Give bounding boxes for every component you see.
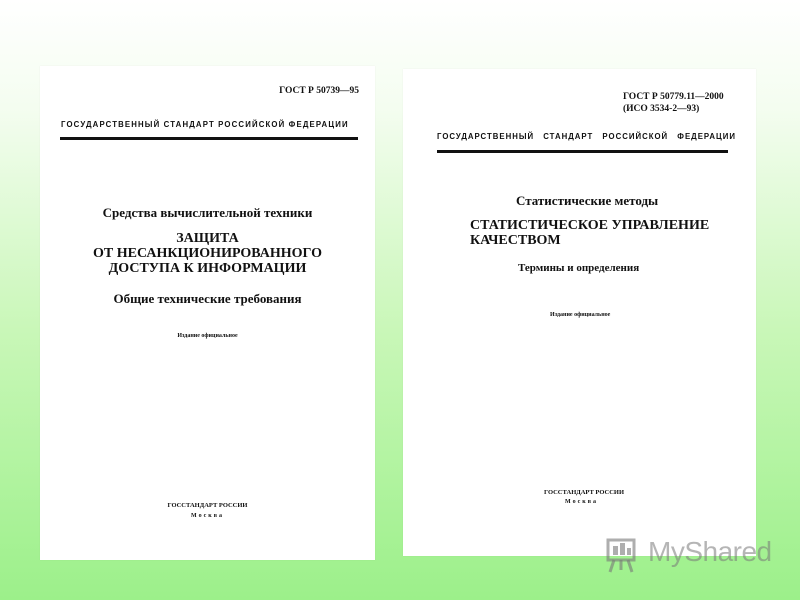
document-code: ГОСТ Р 50739—95 <box>279 86 359 96</box>
state-standard-heading: ГОСУДАРСТВЕННЫЙ СТАНДАРТ РОССИЙСКОЙ ФЕДЕРАЦИИ <box>437 132 736 141</box>
code-line-iso: (ИСО 3534-2—93) <box>623 104 700 114</box>
publisher: ГОССТАНДАРТ РОССИИ <box>167 502 248 509</box>
document-title <box>470 218 709 248</box>
document-subject: Средства вычислительной техники <box>102 205 313 220</box>
state-standard-heading: ГОСУДАРСТВЕННЫЙ СТАНДАРТ РОССИЙСКОЙ ФЕДЕРАЦИИ <box>61 120 349 129</box>
publisher-city: Москва <box>191 513 224 519</box>
title-line: СТАТИСТИЧЕСКОЕ УПРАВЛЕНИЕ <box>470 218 710 233</box>
code-line: ГОСТ Р 50779.11—2000 <box>623 92 724 102</box>
document-subtitle: Общие технические требования <box>113 291 302 306</box>
document-subject: Статистические методы <box>516 193 659 208</box>
publisher: ГОССТАНДАРТ РОССИИ <box>544 489 625 496</box>
document-title <box>40 231 375 276</box>
heading-rule <box>437 150 728 153</box>
watermark-text: MyShared <box>648 536 772 567</box>
title-line: ОТ НЕСАНКЦИОНИРОВАННОГО <box>92 246 322 261</box>
watermark-logo <box>604 530 784 578</box>
title-line: ДОСТУПА К ИНФОРМАЦИИ <box>108 261 307 276</box>
heading-rule <box>60 137 358 140</box>
edition-note: Издание официальное <box>177 333 238 339</box>
edition-note: Издание официальное <box>550 312 611 318</box>
document-page-gost-50739 <box>40 66 375 560</box>
document-subtitle: Термины и определения <box>518 262 640 274</box>
title-line: ЗАЩИТА <box>176 231 239 246</box>
title-line: КАЧЕСТВОМ <box>470 233 561 248</box>
publisher-city: Москва <box>565 499 598 505</box>
document-page-gost-50779 <box>403 69 756 556</box>
document-code <box>623 91 724 115</box>
presentation-board-icon <box>604 534 644 574</box>
